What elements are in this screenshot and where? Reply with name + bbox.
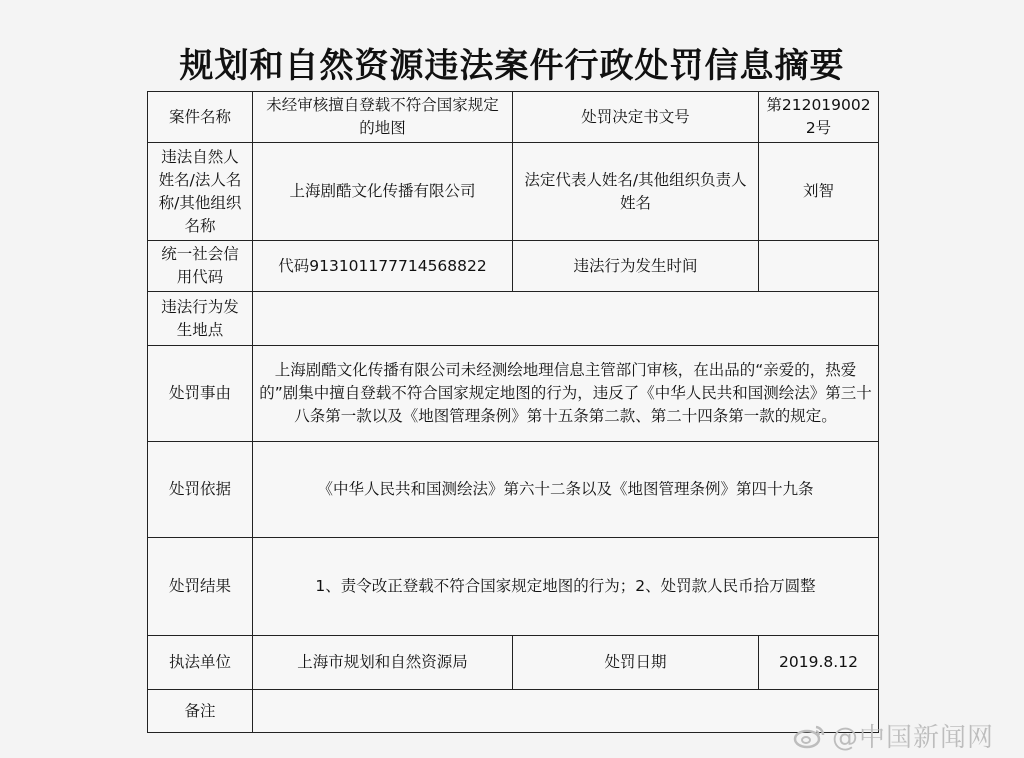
penalty-summary-table <box>147 91 879 733</box>
credit-code-value: 代码913101177714568822 <box>253 241 513 292</box>
table-row <box>148 690 879 733</box>
page-title: 规划和自然资源违法案件行政处罚信息摘要 <box>179 46 845 86</box>
case-name-value: 未经审核擅自登载不符合国家规定的地图 <box>253 92 513 143</box>
table-row <box>148 292 879 346</box>
legal-rep-label: 法定代表人姓名/其他组织负责人姓名 <box>513 143 759 241</box>
remarks-label: 备注 <box>148 690 253 733</box>
table-row <box>148 241 879 292</box>
violator-value: 上海剧酷文化传播有限公司 <box>253 143 513 241</box>
weibo-icon <box>792 723 826 749</box>
result-label: 处罚结果 <box>148 538 253 636</box>
legal-rep-value: 刘智 <box>759 143 879 241</box>
case-name-label: 案件名称 <box>148 92 253 143</box>
reason-value: 上海剧酷文化传播有限公司未经测绘地理信息主管部门审核，在出品的“亲爱的，热爱的”剧集中擅自登载不符合国家规定地图的行为，违反了《中华人民共和国测绘法》第三十八条第一款以及《地图管理条例》第十五条第二款、第二十四条第一款的规定。 <box>253 346 879 442</box>
decision-number-value: 第2120190022号 <box>759 92 879 143</box>
credit-code-label: 统一社会信用代码 <box>148 241 253 292</box>
enforcement-unit-value: 上海市规划和自然资源局 <box>253 636 513 690</box>
violation-place-value <box>253 292 879 346</box>
decision-number-label: 处罚决定书文号 <box>513 92 759 143</box>
violation-time-label: 违法行为发生时间 <box>513 241 759 292</box>
table-row <box>148 346 879 442</box>
table-row <box>148 636 879 690</box>
result-value: 1、责令改正登载不符合国家规定地图的行为；2、处罚款人民币拾万圆整 <box>253 538 879 636</box>
penalty-date-label: 处罚日期 <box>513 636 759 690</box>
enforcement-unit-label: 执法单位 <box>148 636 253 690</box>
table-row <box>148 92 879 143</box>
basis-value: 《中华人民共和国测绘法》第六十二条以及《地图管理条例》第四十九条 <box>253 442 879 538</box>
reason-label: 处罚事由 <box>148 346 253 442</box>
table-row <box>148 442 879 538</box>
penalty-date-value: 2019.8.12 <box>759 636 879 690</box>
basis-label: 处罚依据 <box>148 442 253 538</box>
watermark <box>792 717 994 754</box>
violation-time-value <box>759 241 879 292</box>
table-row <box>148 143 879 241</box>
remarks-value <box>253 690 879 733</box>
table-row <box>148 538 879 636</box>
violation-place-label: 违法行为发生地点 <box>148 292 253 346</box>
watermark-text: @中国新闻网 <box>831 723 994 753</box>
violator-label: 违法自然人姓名/法人名称/其他组织名称 <box>148 143 253 241</box>
